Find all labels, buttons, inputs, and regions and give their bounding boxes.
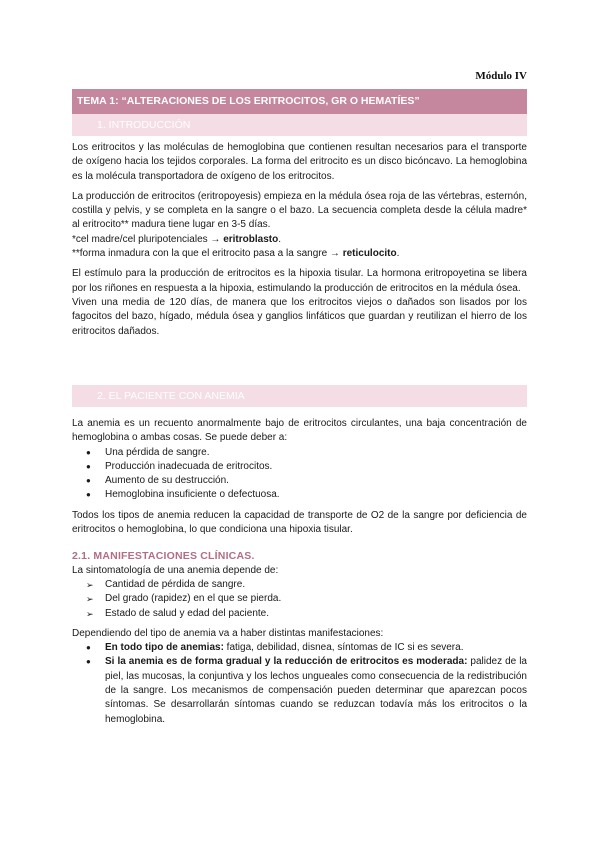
manifestations-intro: Dependiendo del tipo de anemia va a haber distintas manifestaciones: <box>72 627 384 639</box>
subsection-title-manifestaciones: 2.1. MANIFESTACIONES CLÍNICAS. <box>72 550 255 563</box>
footnote-immature-form: **forma inmadura con la que el eritrocito pasa a la sangre → reticulocito. <box>72 248 400 260</box>
list-item: ● Hemoglobina insuficiente o defectuosa. <box>72 488 527 502</box>
symptom-factors-list <box>72 578 527 621</box>
list-item: ➢ Del grado (rapidez) en el que se pierda. <box>72 592 527 606</box>
section-2-header: 2. EL PACIENTE CON ANEMIA <box>72 385 527 407</box>
list-item: ● En todo tipo de anemias: fatiga, debilidad, disnea, síntomas de IC si es severa. <box>72 641 527 655</box>
tema-title-bar: TEMA 1: “ALTERACIONES DE LOS ERITROCITOS, GR O HEMATÍES” <box>72 89 527 114</box>
intro-paragraph-3: El estímulo para la producción de eritrocitos es la hipoxia tisular. La hormona eritropoyetina se libera por los riñones en respuesta a la hipoxia, estimulando la producción de eritrocitos en la médula ósea. <box>72 268 527 294</box>
list-item: ➢ Cantidad de pérdida de sangre. <box>72 578 527 592</box>
symptoms-intro: La sintomatología de una anemia depende de: <box>72 564 279 576</box>
intro-paragraph-4: Viven una media de 120 días, de manera que los eritrocitos viejos o dañados son lisados por los fagocitos del bazo, hígado, médula ósea y ganglios linfáticos que guardan y reutilizan el hierro de los eritrocitos dañados. <box>72 296 527 337</box>
list-item: ● Si la anemia es de forma gradual y la reducción de eritrocitos es moderada: palidez de la piel, las mucosas, la conjuntiva y los lechos ungueales como consecuencia de la redistribución de la sangre. Los mecanismos de compensación pueden determinar que aparezcan pocos síntomas. Se desarrollarán síntomas cuando se reduzcan todavía más los eritrocitos o la hemoglobina. <box>72 655 527 726</box>
anemia-definition: La anemia es un recuento anormalmente bajo de eritrocitos circulantes, una baja concentración de hemoglobina o ambas cosas. Se puede deber a: <box>72 418 527 444</box>
footnote-stem-cell: *cel madre/cel pluripotenciales → eritroblasto. <box>72 233 281 245</box>
section-1-body <box>72 141 527 339</box>
module-label: Módulo IV <box>475 70 527 82</box>
list-item: ● Aumento de su destrucción. <box>72 474 527 488</box>
list-item: ➢ Estado de salud y edad del paciente. <box>72 607 527 621</box>
section-1-header: 1. INTRODUCCIÓN <box>72 114 527 136</box>
list-item: ● Una pérdida de sangre. <box>72 446 527 460</box>
term-eritroblasto: eritroblasto <box>223 233 279 245</box>
manifestations-list <box>72 641 527 727</box>
list-item: ● Producción inadecuada de eritrocitos. <box>72 460 527 474</box>
anemia-hypoxia-paragraph: Todos los tipos de anemia reducen la capacidad de transporte de O2 de la sangre por deficiencia de eritrocitos o hemoglobina, lo que condiciona una hipoxia tisular. <box>72 509 527 536</box>
anemia-causes-list <box>72 446 527 503</box>
intro-paragraph-2: La producción de eritrocitos (eritropoyesis) empieza en la médula ósea roja de las vértebras, esternón, costilla y pelvis, y se completa en la sangre o el bazo. La secuencia completa desde la célula madre* al eritrocito** madura tiene lugar en 3-5 días. <box>72 190 527 231</box>
term-reticulocito: reticulocito <box>342 248 397 260</box>
section-2-body <box>72 417 527 727</box>
intro-paragraph-1: Los eritrocitos y las moléculas de hemoglobina que contienen resultan necesarios para el transporte de oxígeno hacia los tejidos corporales. La forma del eritrocito es un disco bicóncavo. La hemoglobina es la molécula transportadora de oxígeno de los eritrocitos. <box>72 142 527 182</box>
